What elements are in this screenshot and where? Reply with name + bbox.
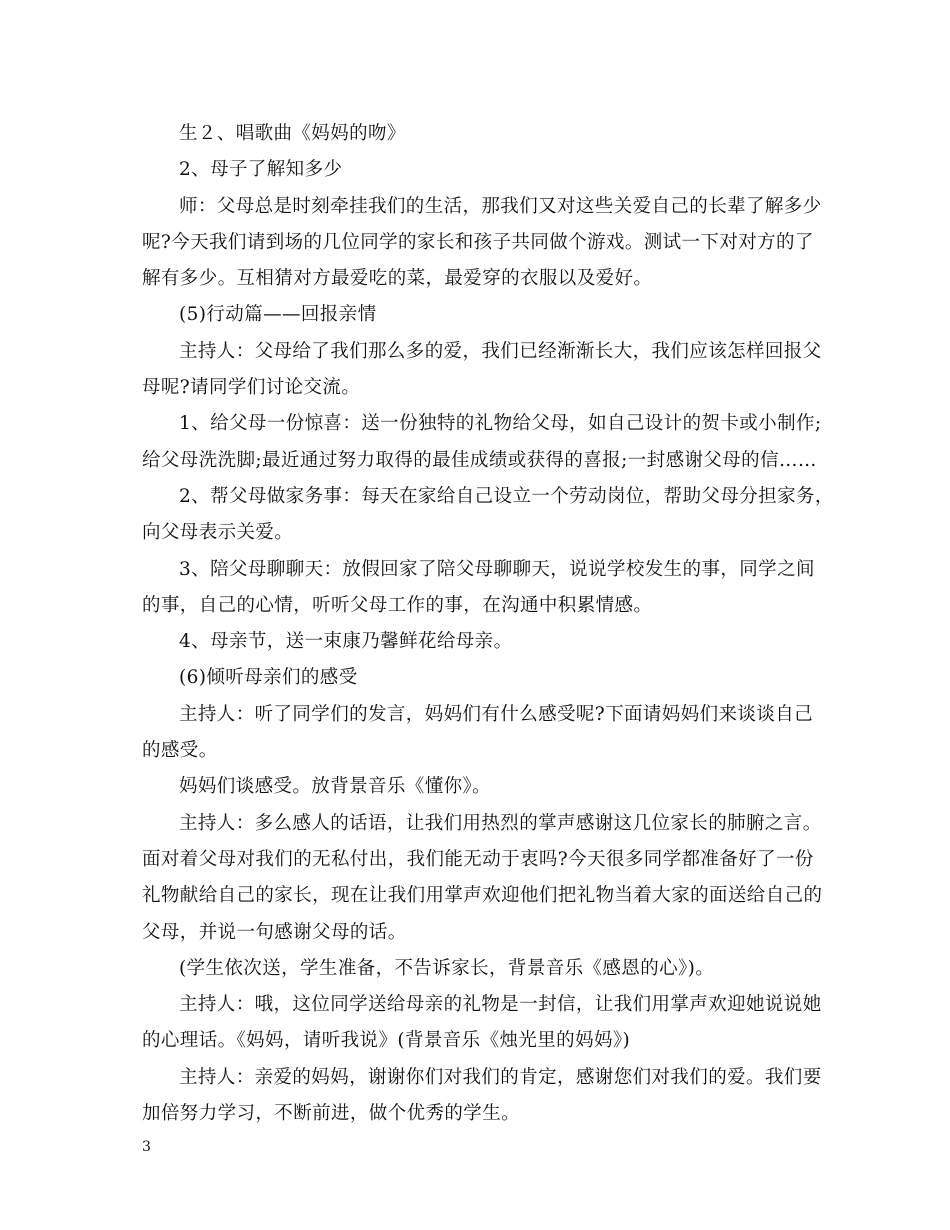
text-line: 主持人：听了同学们的发言，妈妈们有什么感受呢?下面请妈妈们来谈谈自己 (179, 703, 814, 725)
section-heading: (5)行动篇——回报亲情 (179, 304, 377, 326)
text-line: 4、母亲节，送一束康乃馨鲜花给母亲。 (179, 631, 513, 653)
text-line: 呢?今天我们请到场的几位同学的家长和孩子共同做个游戏。测试一下对对方的了 (142, 231, 814, 253)
text-line: 妈妈们谈感受。放背景音乐《懂你》。 (179, 776, 492, 798)
text-line: 的事，自己的心情，听听父母工作的事，在沟通中积累情感。 (142, 594, 653, 616)
text-line: 的感受。 (142, 740, 218, 762)
text-line: 1、给父母一份惊喜：送一份独特的礼物给父母，如自己设计的贺卡或小制作; (179, 413, 822, 435)
text-line: 2、帮父母做家务事：每天在家给自己设立一个劳动岗位，帮助父母分担家务， (179, 485, 834, 507)
text-line: 的心理话。《妈妈，请听我说》(背景音乐《烛光里的妈妈》) (142, 1030, 631, 1052)
text-line: 2、母子了解知多少 (179, 159, 343, 181)
text-line: 主持人：哦，这位同学送给母亲的礼物是一封信，让我们用掌声欢迎她说说她 (179, 994, 822, 1016)
text-line: 向父母表示关爱。 (142, 522, 294, 544)
text-line: (学生依次送，学生准备，不告诉家长，背景音乐《感恩的心》)。 (179, 957, 715, 979)
text-line: 礼物献给自己的家长，现在让我们用掌声欢迎他们把礼物当着大家的面送给自己的 (142, 885, 823, 907)
text-line: 主持人：亲爱的妈妈，谢谢你们对我们的肯定，感谢您们对我们的爱。我们要 (179, 1066, 822, 1088)
text-line: 加倍努力学习，不断前进，做个优秀的学生。 (142, 1103, 521, 1125)
page-number: 3 (142, 1139, 151, 1155)
text-line: 主持人：父母给了我们那么多的爱，我们已经渐渐长大，我们应该怎样回报父 (179, 340, 822, 362)
text-line: 父母，并说一句感谢父母的话。 (142, 921, 407, 943)
text-line: 生２、唱歌曲《妈妈的吻》 (179, 123, 406, 144)
text-line: 师：父母总是时刻牵挂我们的生活，那我们又对这些关爱自己的长辈了解多少 (179, 195, 822, 217)
text-line: 母呢?请同学们讨论交流。 (142, 377, 361, 399)
section-heading: (6)倾听母亲们的感受 (179, 667, 358, 689)
text-line: 3、陪父母聊聊天：放假回家了陪父母聊聊天，说说学校发生的事，同学之间 (179, 558, 815, 580)
text-line: 解有多少。互相猜对方最爱吃的菜，最爱穿的衣服以及爱好。 (142, 268, 653, 290)
text-line: 主持人：多么感人的话语，让我们用热烈的掌声感谢这几位家长的肺腑之言。 (179, 812, 822, 834)
document-body (142, 116, 834, 1132)
text-line: 面对着父母对我们的无私付出，我们能无动于衷吗?今天很多同学都准备好了一份 (142, 848, 814, 870)
text-line: 给父母洗洗脚;最近通过努力取得的最佳成绩或获得的喜报;一封感谢父母的信…… (142, 449, 817, 471)
